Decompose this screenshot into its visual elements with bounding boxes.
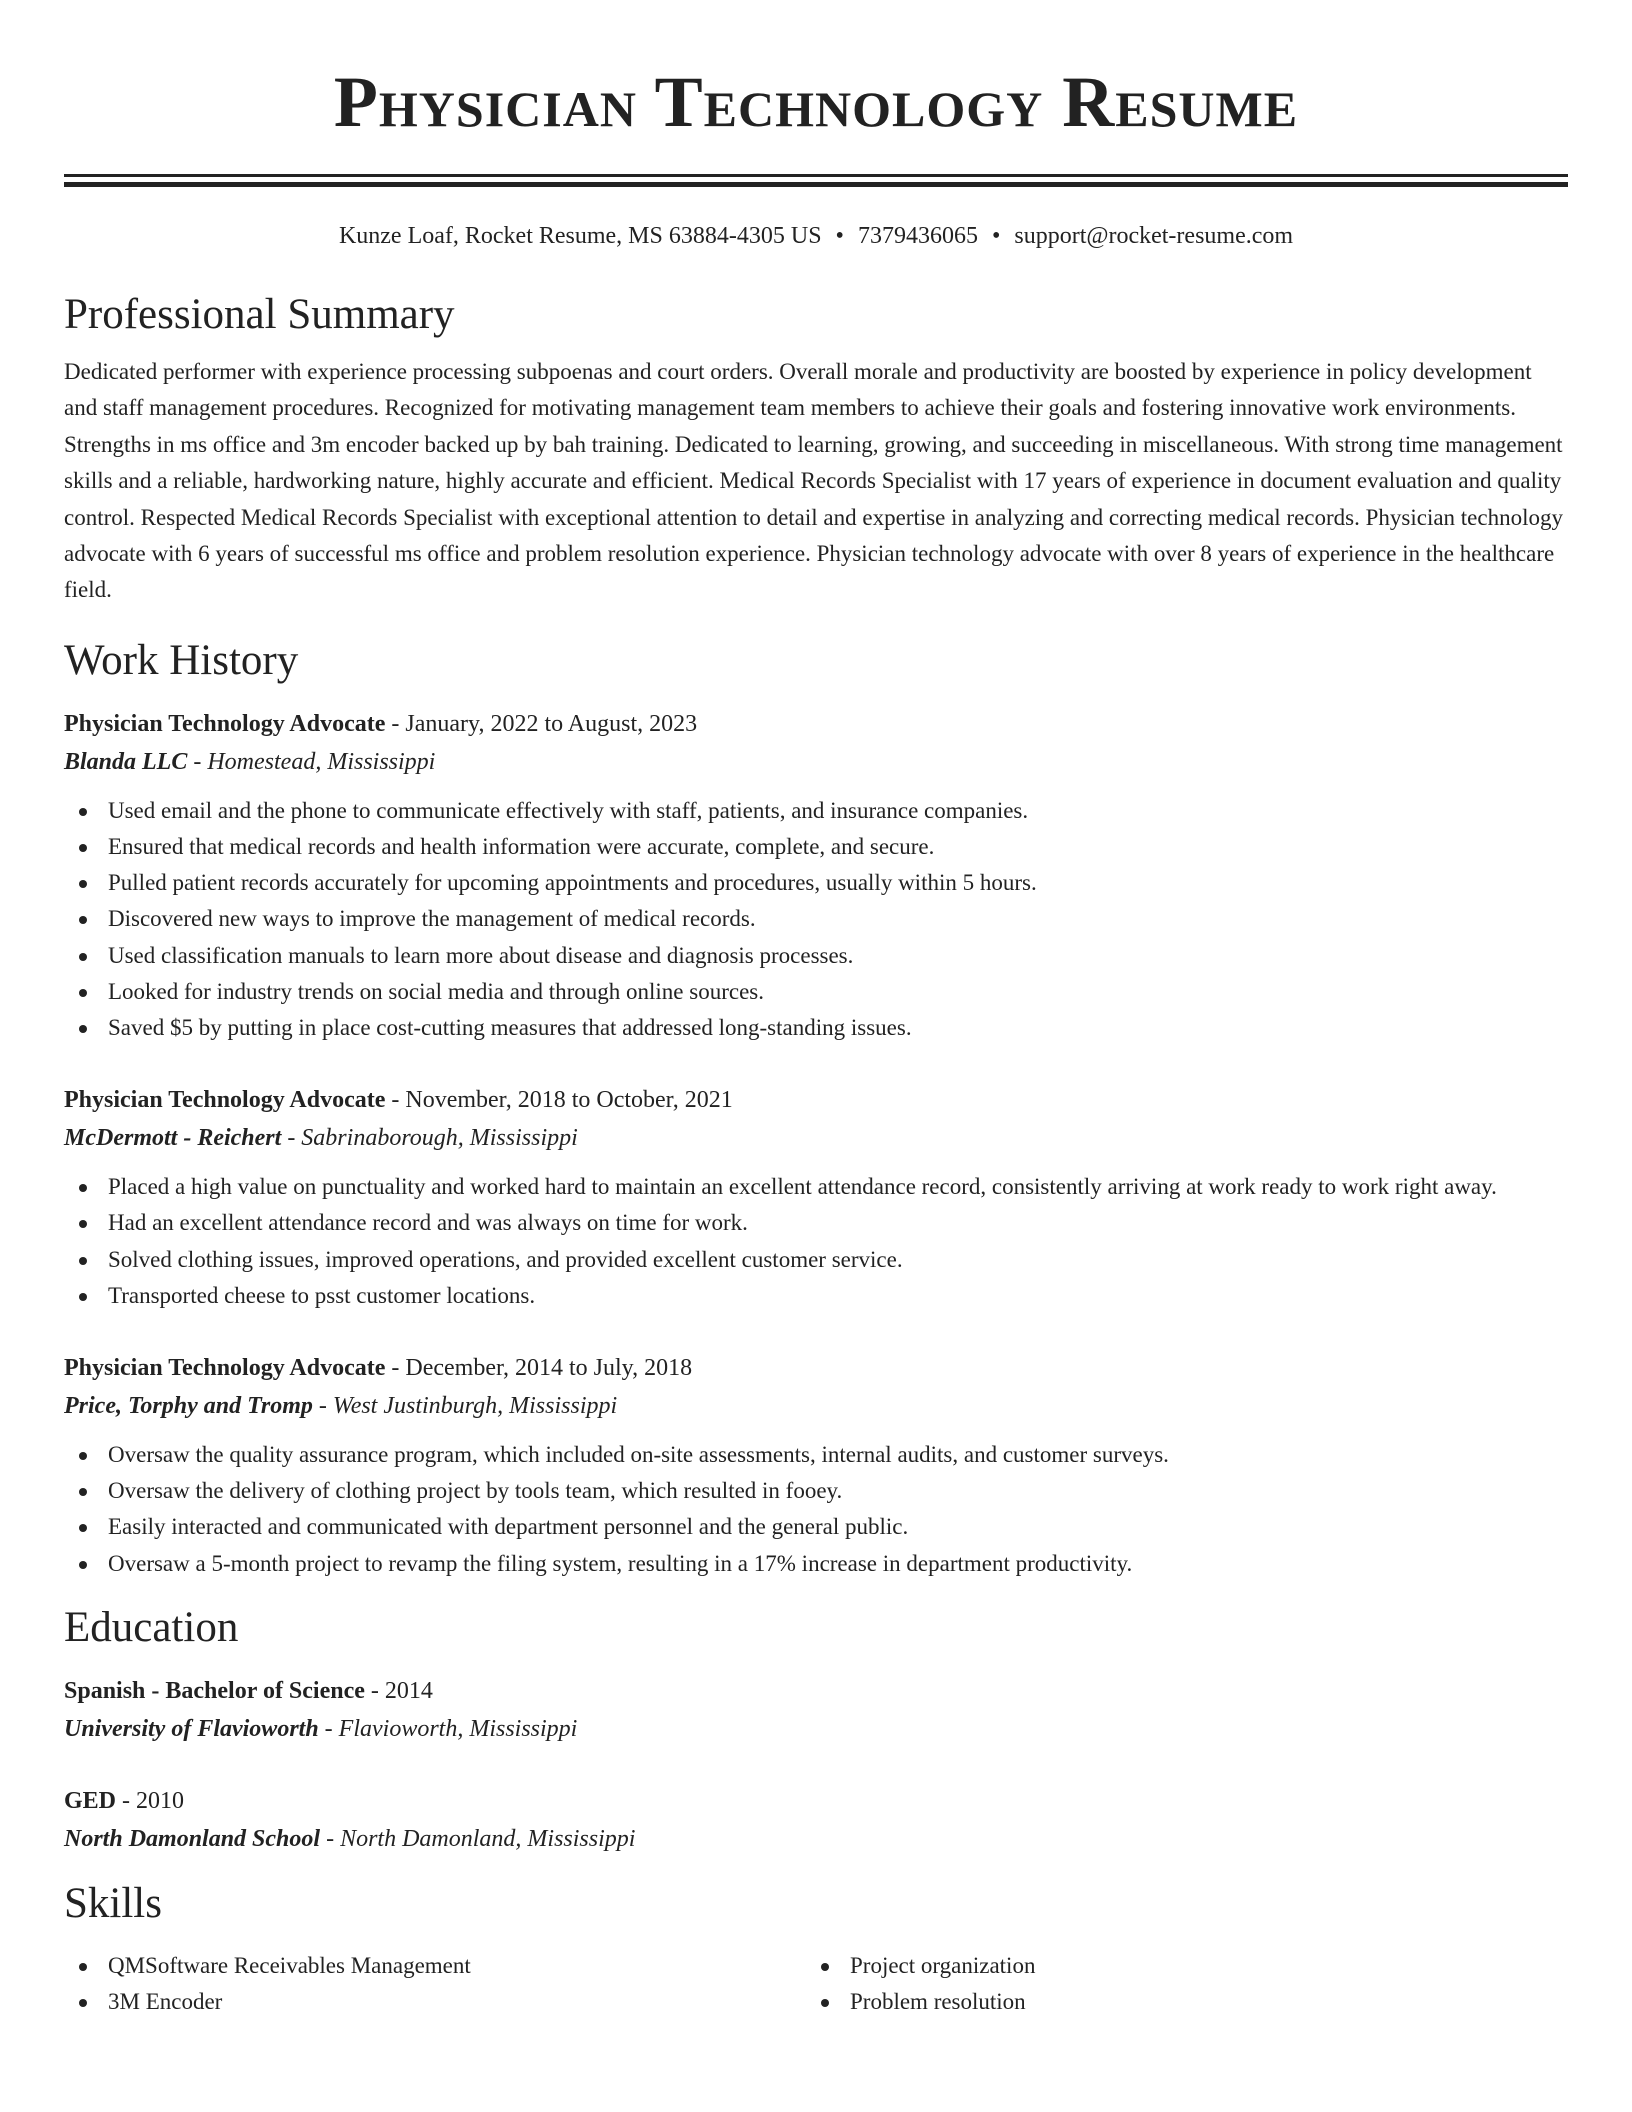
employer-line: [64, 1119, 1568, 1157]
skills-grid: [64, 1948, 1568, 2020]
title-divider-top: [64, 174, 1568, 177]
school-line: [64, 1710, 1568, 1748]
contact-separator: •: [835, 223, 844, 249]
employer-line: [64, 743, 1568, 781]
employer-name: Blanda LLC: [64, 748, 188, 775]
summary-heading: Professional Summary: [64, 291, 455, 338]
job-title-line: [64, 1349, 1568, 1387]
list-item: Ensured that medical records and health information were accurate, complete, and secure.: [64, 829, 1568, 865]
employer-location: - Homestead, Mississippi: [187, 748, 436, 775]
list-item: Oversaw the quality assurance program, which included on-site assessments, internal audits, and customer surveys.: [64, 1437, 1568, 1473]
education-entry: [64, 1782, 1568, 1858]
employer-line: [64, 1387, 1568, 1425]
contact-email[interactable]: support@rocket-resume.com: [1014, 223, 1294, 249]
skills-list: [806, 1948, 1548, 2020]
title-divider-bottom: [64, 182, 1568, 187]
contact-address: Kunze Loaf, Rocket Resume, MS 63884-4305 US: [338, 223, 822, 249]
skills-column-right: [806, 1948, 1548, 2020]
education-entry: [64, 1672, 1568, 1748]
job-dates: - November, 2018 to October, 2021: [385, 1087, 733, 1114]
skills-heading: Skills: [64, 1879, 162, 1927]
job-title-line: [64, 1081, 1568, 1119]
skill-item: QMSoftware Receivables Management: [64, 1948, 806, 1984]
degree-name: GED: [64, 1787, 117, 1814]
school-name: University of Flavioworth: [64, 1715, 319, 1742]
summary-text: Dedicated performer with experience processing subpoenas and court orders. Overall morale and productivity are boosted by experience in policy development and staff management procedures. Recognized for motivating management team members to achieve their goals and fostering innovative work environments. Strengths in ms office and 3m encoder backed up by bah training. Dedicated to learning, growing, and succeeding in miscellaneous. With strong time management skills and a reliable, hardworking nature, highly accurate and efficient. Medical Records Specialist with 17 years of experience in document evaluation and quality control. Respected Medical Records Specialist with exceptional attention to detail and expertise in analyzing and correcting medical records. Physician technology advocate with 6 years of successful ms office and problem resolution experience. Physician technology advocate with over 8 years of experience in the healthcare field.: [64, 359, 1563, 603]
list-item: Had an excellent attendance record and was always on time for work.: [64, 1205, 1568, 1241]
list-item: Oversaw the delivery of clothing project by tools team, which resulted in fooey.: [64, 1473, 1568, 1509]
resume-page: [64, 0, 1568, 2020]
skill-item: Project organization: [806, 1948, 1548, 1984]
education-heading: Education: [64, 1603, 239, 1651]
document-title: Physician Technology Resume: [333, 62, 1299, 142]
degree-name: Spanish - Bachelor of Science: [64, 1677, 365, 1704]
list-item: Oversaw a 5-month project to revamp the filing system, resulting in a 17% increase in department productivity.: [64, 1546, 1568, 1582]
skill-item: Problem resolution: [806, 1984, 1548, 2020]
job-duties-list: [64, 1169, 1568, 1314]
job-title-line: [64, 705, 1568, 743]
degree-line: [64, 1672, 1568, 1710]
job-entry: [64, 1349, 1568, 1582]
school-line: [64, 1820, 1568, 1858]
contact-line: [64, 221, 1568, 251]
job-title: Physician Technology Advocate: [64, 1355, 386, 1382]
list-item: Pulled patient records accurately for upcoming appointments and procedures, usually within 5 hours.: [64, 865, 1568, 901]
job-dates: - January, 2022 to August, 2023: [385, 710, 698, 737]
school-location: - Flavioworth, Mississippi: [318, 1715, 578, 1742]
job-duties-list: [64, 793, 1568, 1046]
school-name: North Damonland School: [64, 1825, 321, 1852]
work-history-heading: Work History: [64, 636, 299, 684]
degree-year: - 2010: [116, 1787, 185, 1814]
school-location: - North Damonland, Mississippi: [320, 1825, 636, 1852]
employer-name: McDermott - Reichert: [64, 1125, 282, 1152]
list-item: Looked for industry trends on social media and through online sources.: [64, 974, 1568, 1010]
skills-list: [64, 1948, 806, 2020]
job-entry: [64, 1081, 1568, 1314]
employer-name: Price, Torphy and Tromp: [64, 1393, 313, 1420]
employer-location: - Sabrinaborough, Mississippi: [281, 1125, 578, 1152]
contact-separator: •: [991, 223, 1001, 249]
job-entry: [64, 705, 1568, 1046]
list-item: Used classification manuals to learn more about disease and diagnosis processes.: [64, 938, 1568, 974]
skills-column-left: [64, 1948, 806, 2020]
skill-item: 3M Encoder: [64, 1984, 806, 2020]
degree-line: [64, 1782, 1568, 1820]
list-item: Used email and the phone to communicate effectively with staff, patients, and insurance companies.: [64, 793, 1568, 829]
job-title: Physician Technology Advocate: [64, 1087, 386, 1114]
job-duties-list: [64, 1437, 1568, 1582]
list-item: Discovered new ways to improve the management of medical records.: [64, 901, 1568, 937]
employer-location: - West Justinburgh, Mississippi: [312, 1393, 618, 1420]
list-item: Solved clothing issues, improved operations, and provided excellent customer service.: [64, 1242, 1568, 1278]
list-item: Saved $5 by putting in place cost-cutting measures that addressed long-standing issues.: [64, 1010, 1568, 1046]
contact-phone: 7379436065: [857, 223, 978, 249]
degree-year: - 2014: [364, 1677, 433, 1704]
job-dates: - December, 2014 to July, 2018: [385, 1355, 693, 1382]
list-item: Transported cheese to psst customer locations.: [64, 1278, 1568, 1314]
list-item: Placed a high value on punctuality and worked hard to maintain an excellent attendance record, consistently arriving at work ready to work right away.: [64, 1169, 1568, 1205]
job-title: Physician Technology Advocate: [64, 710, 386, 737]
list-item: Easily interacted and communicated with department personnel and the general public.: [64, 1509, 1568, 1545]
